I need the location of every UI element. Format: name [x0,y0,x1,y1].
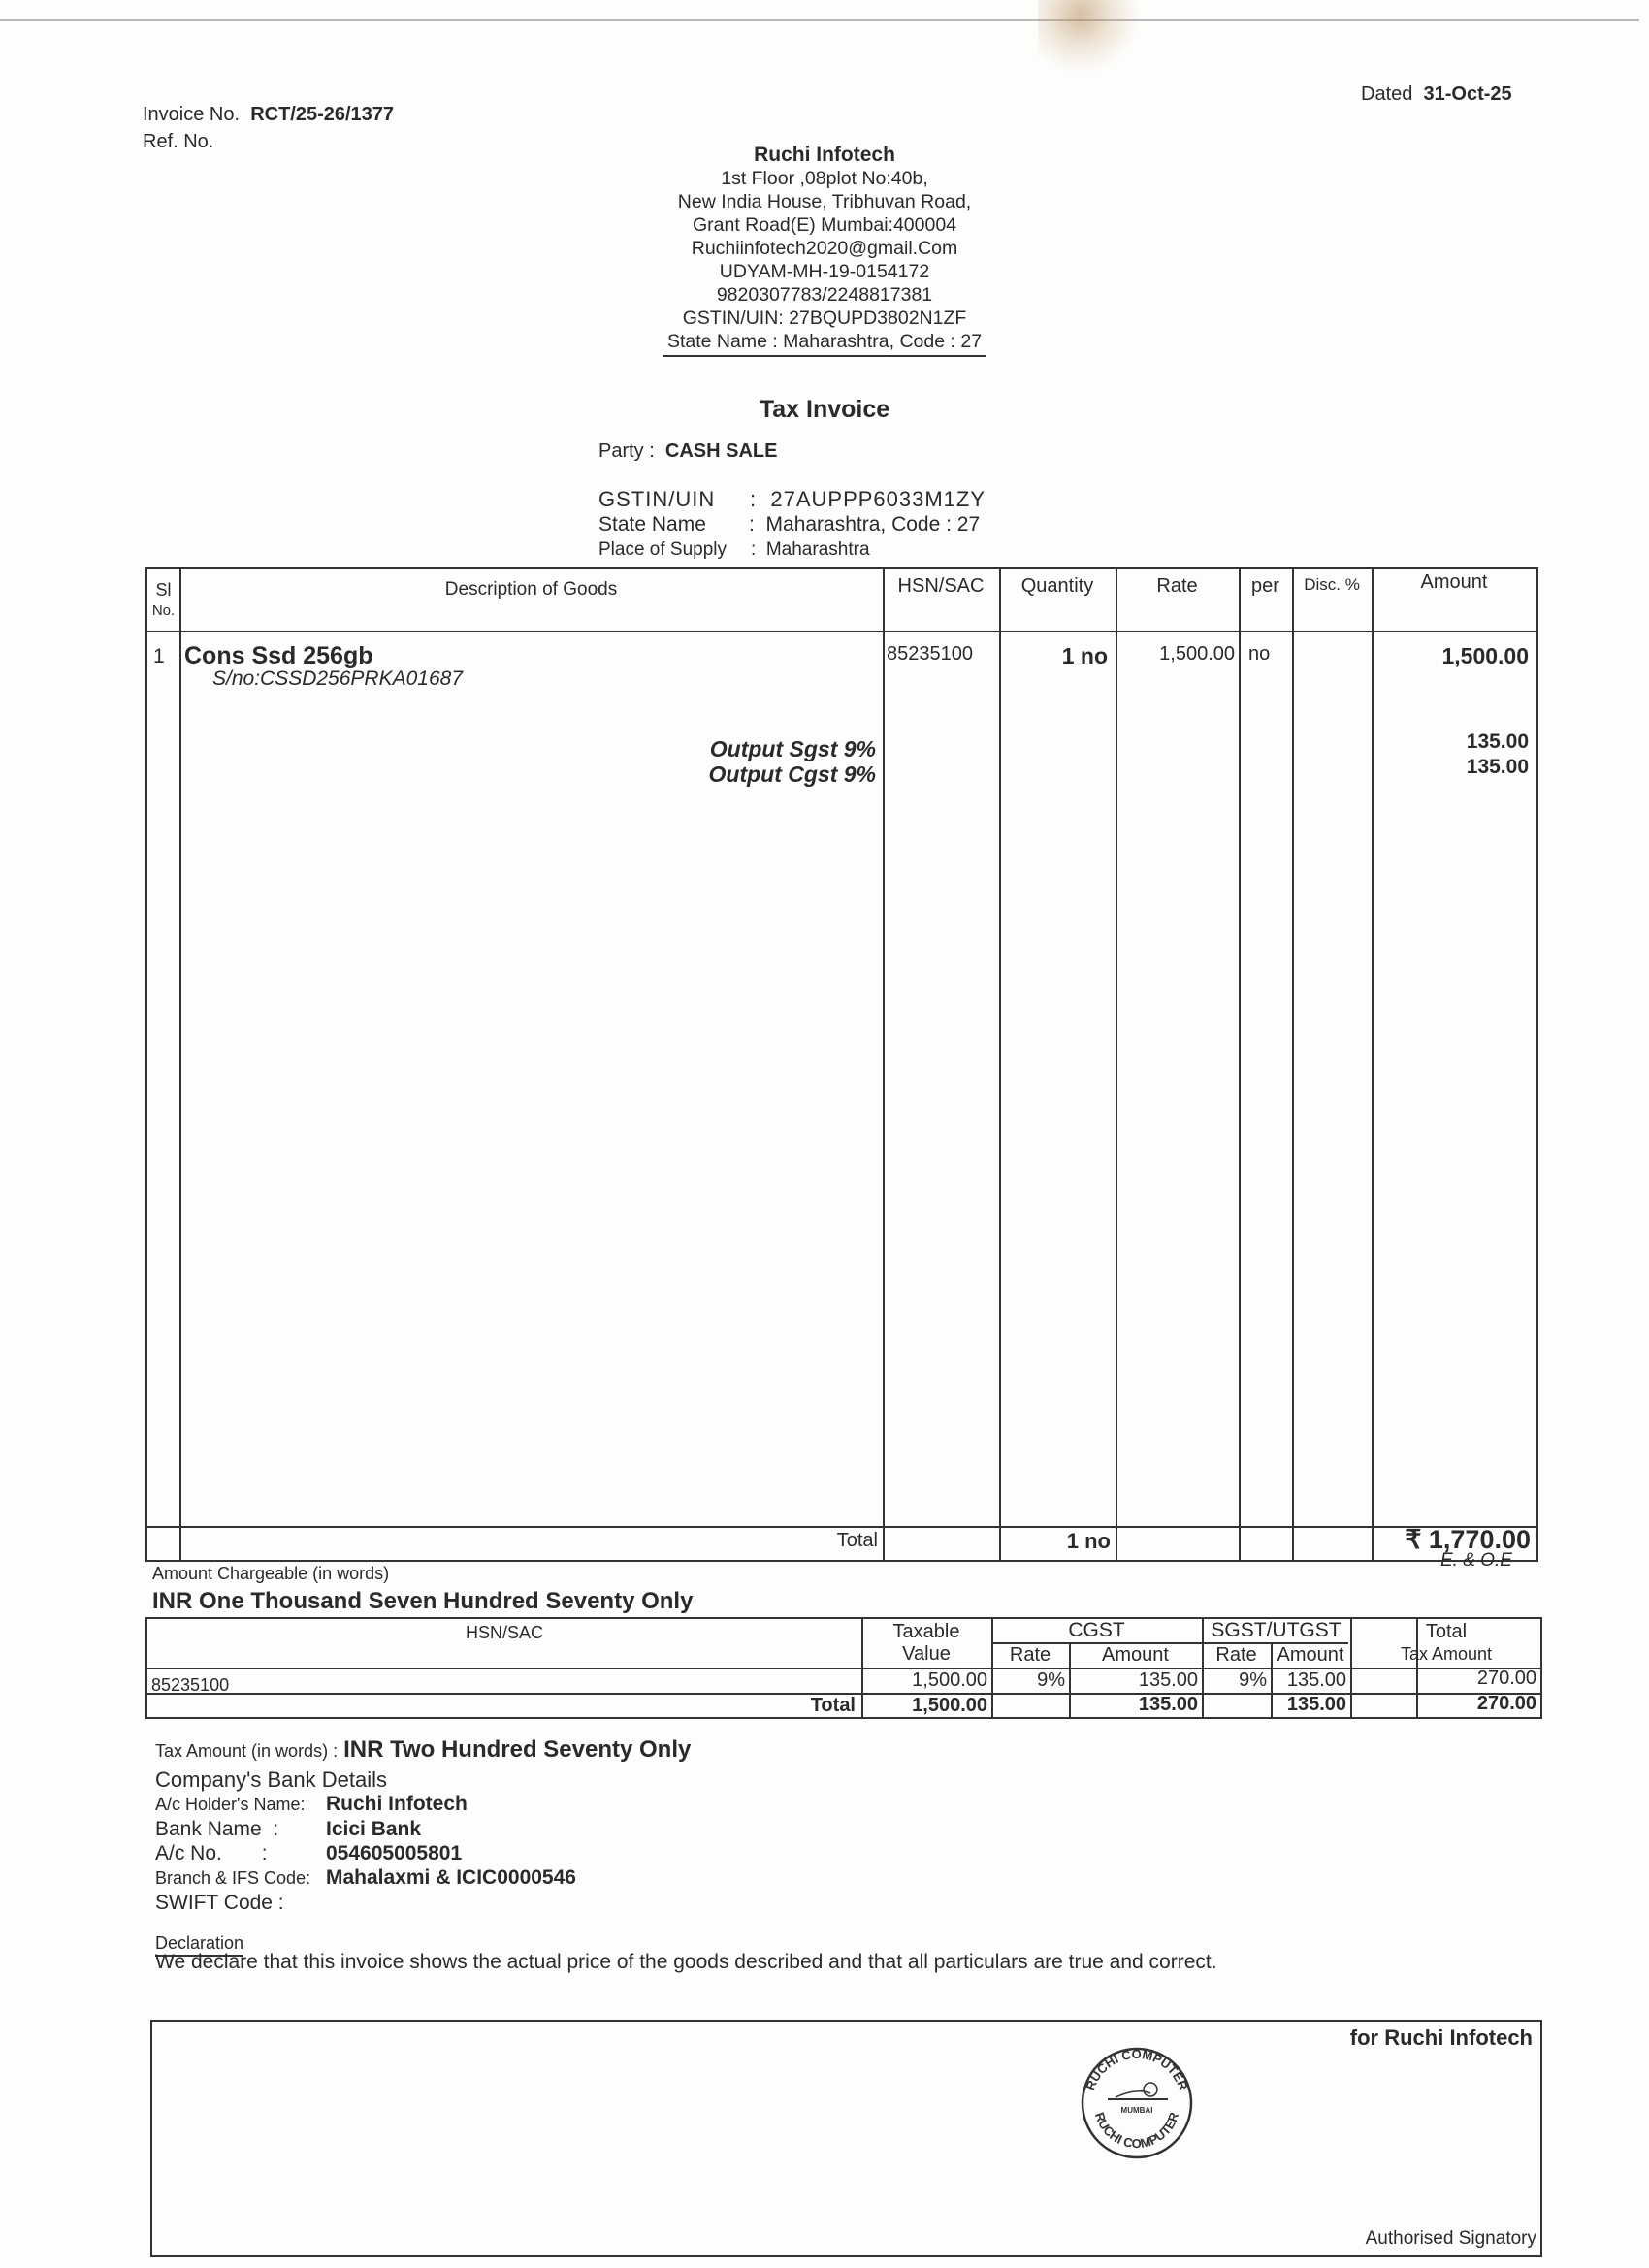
header-sl-text: Sl [155,580,172,599]
seal-text-center: MUMBAI [1120,2106,1153,2115]
buyer-gstin-label: GSTIN/UIN [598,487,716,511]
party-label: Party : [598,440,655,462]
seller-address-line: Grant Road(E) Mumbai:400004 [692,214,957,236]
invoice-date [1361,83,1512,106]
bank-title: Company's Bank Details [155,1767,387,1792]
separator: : [749,513,755,535]
bank-branch-ifsc: Mahalaxmi & ICIC0000546 [326,1866,576,1889]
total-divider [147,1526,1536,1528]
seller-state: State Name : Maharashtra, Code : 27 [663,330,986,357]
declaration-title: Declaration [155,1933,243,1957]
tax-header-taxable [861,1621,991,1666]
tax-total-taxable: 1,500.00 [912,1695,987,1716]
col-divider [1239,569,1241,1560]
tax-header-sgst: SGST/UTGST [1211,1619,1342,1641]
total-label: Total [836,1530,878,1551]
tax-header-taxable-1: Taxable [892,1621,960,1642]
party-line [598,440,778,463]
separator: : [750,487,758,511]
bank-account-holder: Ruchi Infotech [326,1793,468,1815]
tax-row-taxable: 1,500.00 [912,1669,987,1691]
bank-label: Branch & IFS Code: [155,1868,311,1888]
header-hsn: HSN/SAC [897,575,985,597]
seller-address-line: New India House, Tribhuvan Road, [677,191,972,212]
bank-details [155,1767,576,1915]
tax-row-total: 270.00 [1476,1668,1536,1689]
bank-label: Bank Name : [155,1818,279,1840]
tax-total-amount: 270.00 [1476,1693,1536,1714]
bank-label: A/c No. : [155,1842,268,1864]
tax-row-sgst-rate: 9% [1239,1669,1267,1691]
tax-amount-words [155,1736,691,1764]
bank-name: Icici Bank [326,1818,422,1840]
tax-words-value: INR Two Hundred Seventy Only [343,1736,692,1763]
tax-total-label: Total [810,1695,856,1716]
invoice-header [143,101,394,155]
header-divider [147,631,1536,632]
paper-stain [1038,0,1145,78]
tax-header-cgst-amount: Amount [1102,1644,1169,1666]
header-quantity: Quantity [1020,575,1094,597]
col-divider [1292,569,1294,1560]
header-sl [147,579,179,622]
seller-phone: 9820307783/2248817381 [716,284,933,306]
svg-text:RUCHI COMPUTER [1083,2047,1191,2092]
party-name: CASH SALE [664,440,778,462]
bank-label: A/c Holder's Name: [155,1795,306,1814]
seller-udyam: UDYAM-MH-19-0154172 [719,261,930,282]
buyer-details [598,487,986,563]
scan-top-edge [0,19,1639,21]
col-divider [999,569,1001,1560]
col-divider [883,569,885,1560]
amount-words-label: Amount Chargeable (in words) [152,1564,390,1583]
tax-line-label: Output Sgst 9% [709,736,876,761]
for-company: for Ruchi Infotech [1349,2025,1533,2050]
ref-no-label: Ref. No. [143,131,214,152]
header-amount: Amount [1420,571,1488,593]
dated-label: Dated [1361,83,1413,105]
buyer-gstin: 27AUPPP6033M1ZY [770,487,986,511]
header-sl-no-text: No. [151,602,176,619]
total-amount: ₹ 1,770.00 [1405,1525,1531,1554]
item-serial: S/no:CSSD256PRKA01687 [212,667,463,690]
declaration-text: We declare that this invoice shows the actual price of the goods described and that all particulars are true and correct. [155,1951,1217,1973]
bank-label: SWIFT Code : [155,1892,284,1914]
invoice-no: RCT/25-26/1377 [250,104,395,125]
tax-row-sgst-amount: 135.00 [1286,1669,1346,1691]
item-quantity: 1 no [1061,643,1108,668]
header-rate: Rate [1156,575,1198,597]
seller-block [582,144,1067,357]
col-divider [1372,569,1374,1560]
tax-header-sgst-amount: Amount [1277,1644,1344,1666]
items-table [146,567,1538,1562]
tax-words-label: Tax Amount (in words) : [155,1741,339,1761]
item-sl: 1 [153,645,165,667]
errors-omissions-note: E. & O.E [1440,1550,1512,1571]
date-value: 31-Oct-25 [1423,83,1512,105]
buyer-state-label: State Name [598,513,706,535]
tax-header-total-1: Total [1425,1621,1468,1642]
tax-line-amount: 135.00 [1466,730,1529,753]
seal-text-top: RUCHI COMPUTER [1083,2046,1191,2092]
tax-row-cgst-amount: 135.00 [1138,1669,1198,1691]
item-hsn: 85235100 [887,643,973,664]
item-amount: 1,500.00 [1441,643,1529,668]
tax-total-cgst: 135.00 [1138,1694,1198,1715]
buyer-state: Maharashtra, Code : 27 [765,513,981,535]
tax-header-taxable-2: Value [902,1643,951,1665]
header-per: per [1251,575,1279,597]
tax-header-cgst-rate: Rate [1009,1644,1051,1666]
tax-row-hsn: 85235100 [151,1675,230,1695]
amount-in-words: INR One Thousand Seven Hundred Seventy Only [152,1588,694,1614]
total-quantity: 1 no [1066,1529,1111,1553]
tax-summary-table [146,1617,1542,1719]
tax-line-label: Output Cgst 9% [708,761,876,787]
seller-address-line: 1st Floor ,08plot No:40b, [721,168,928,189]
item-per: no [1248,643,1271,664]
col-divider [1202,1693,1204,1717]
tax-header-cgst: CGST [1068,1619,1125,1641]
document-title: Tax Invoice [759,396,890,423]
header-disc: Disc. % [1304,575,1360,594]
tax-header-hsn: HSN/SAC [465,1623,543,1642]
place-of-supply-label: Place of Supply [598,539,728,560]
tax-header-sgst-rate: Rate [1215,1644,1257,1666]
seller-email: Ruchiinfotech2020@gmail.Com [691,238,958,259]
seller-name: Ruchi Infotech [754,144,895,166]
seller-gstin: GSTIN/UIN: 27BQUPD3802N1ZF [682,308,967,329]
company-seal-stamp [1079,2045,1195,2161]
tax-header-total-2: Tax Amount [1400,1644,1493,1664]
svg-text:RUCHI COMPUTER [1092,2110,1181,2151]
item-rate: 1,500.00 [1159,643,1235,664]
col-divider [179,569,181,1560]
authorised-signatory: Authorised Signatory [1365,2228,1536,2249]
col-divider [1116,569,1117,1560]
header-description: Description of Goods [444,579,618,599]
signature-box [150,2020,1542,2257]
tax-row-cgst-rate: 9% [1037,1669,1065,1691]
tax-line-amount: 135.00 [1466,756,1529,778]
tax-total-sgst: 135.00 [1286,1694,1346,1715]
separator: : [751,539,757,560]
item-description: Cons Ssd 256gb [184,642,373,669]
seal-text-bottom: RUCHI COMPUTER [1091,2110,1182,2152]
bank-account-number: 054605005801 [326,1842,463,1864]
tax-header-total [1350,1621,1542,1666]
invoice-no-label: Invoice No. [143,104,241,125]
place-of-supply: Maharashtra [765,539,870,560]
